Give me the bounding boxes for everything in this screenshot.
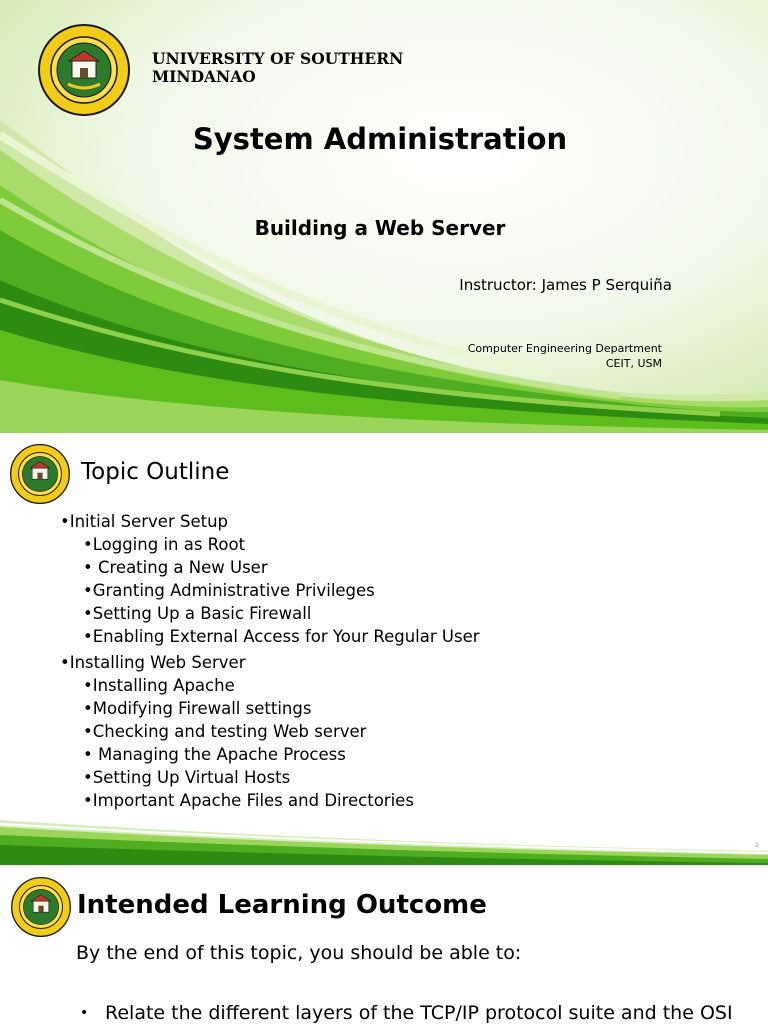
presentation-title: System Administration [192,122,568,156]
list-item: •Setting Up a Basic Firewall [83,604,312,623]
intro-text: By the end of this topic, you should be able to: [76,942,522,964]
list-item: •Modifying Firewall settings [83,699,312,718]
list-item: • Managing the Apache Process [83,745,346,764]
instructor-name: Instructor: James P Serquiña [459,276,672,294]
outcome-list [80,1002,733,1024]
presentation-subtitle: Building a Web Server [254,216,506,240]
list-item: •Enabling External Access for Your Regular User [83,627,480,646]
learning-outcome-slide [0,865,768,1025]
university-seal-icon [38,24,130,116]
slide-number: 1 [761,407,765,414]
topic-outline-slide [0,433,768,865]
university-name: UNIVERSITY OF SOUTHERN MINDANAO [152,49,404,86]
list-item: • Creating a New User [83,558,268,577]
list-item: •Initial Server Setup [60,512,229,531]
department-name: Computer Engineering Department [467,342,662,355]
outcome-text: Relate the different layers of the TCP/IP protocol suite and the OSI [105,1002,733,1024]
list-item: •Installing Web Server [60,653,246,672]
list-item: •Installing Apache [83,676,235,695]
list-item: •Important Apache Files and Directories [83,791,414,810]
department-block [468,341,662,371]
slide-number: 2 [755,842,759,849]
list-item: •Checking and testing Web server [83,722,367,741]
list-item [80,1002,733,1024]
list-item: •Setting Up Virtual Hosts [83,768,291,787]
list-item: •Granting Administrative Privileges [83,581,375,600]
green-swoosh-footer [0,815,768,865]
bullet-icon: • [80,1005,89,1021]
slide-title: Intended Learning Outcome [77,890,487,920]
university-seal-icon [10,444,70,504]
list-item: •Logging in as Root [83,535,246,554]
title-slide [0,0,768,433]
university-seal-icon [11,877,71,937]
slide-title: Topic Outline [81,459,230,485]
topic-outline-list [60,510,480,812]
college-name: CEIT, USM [605,357,662,370]
